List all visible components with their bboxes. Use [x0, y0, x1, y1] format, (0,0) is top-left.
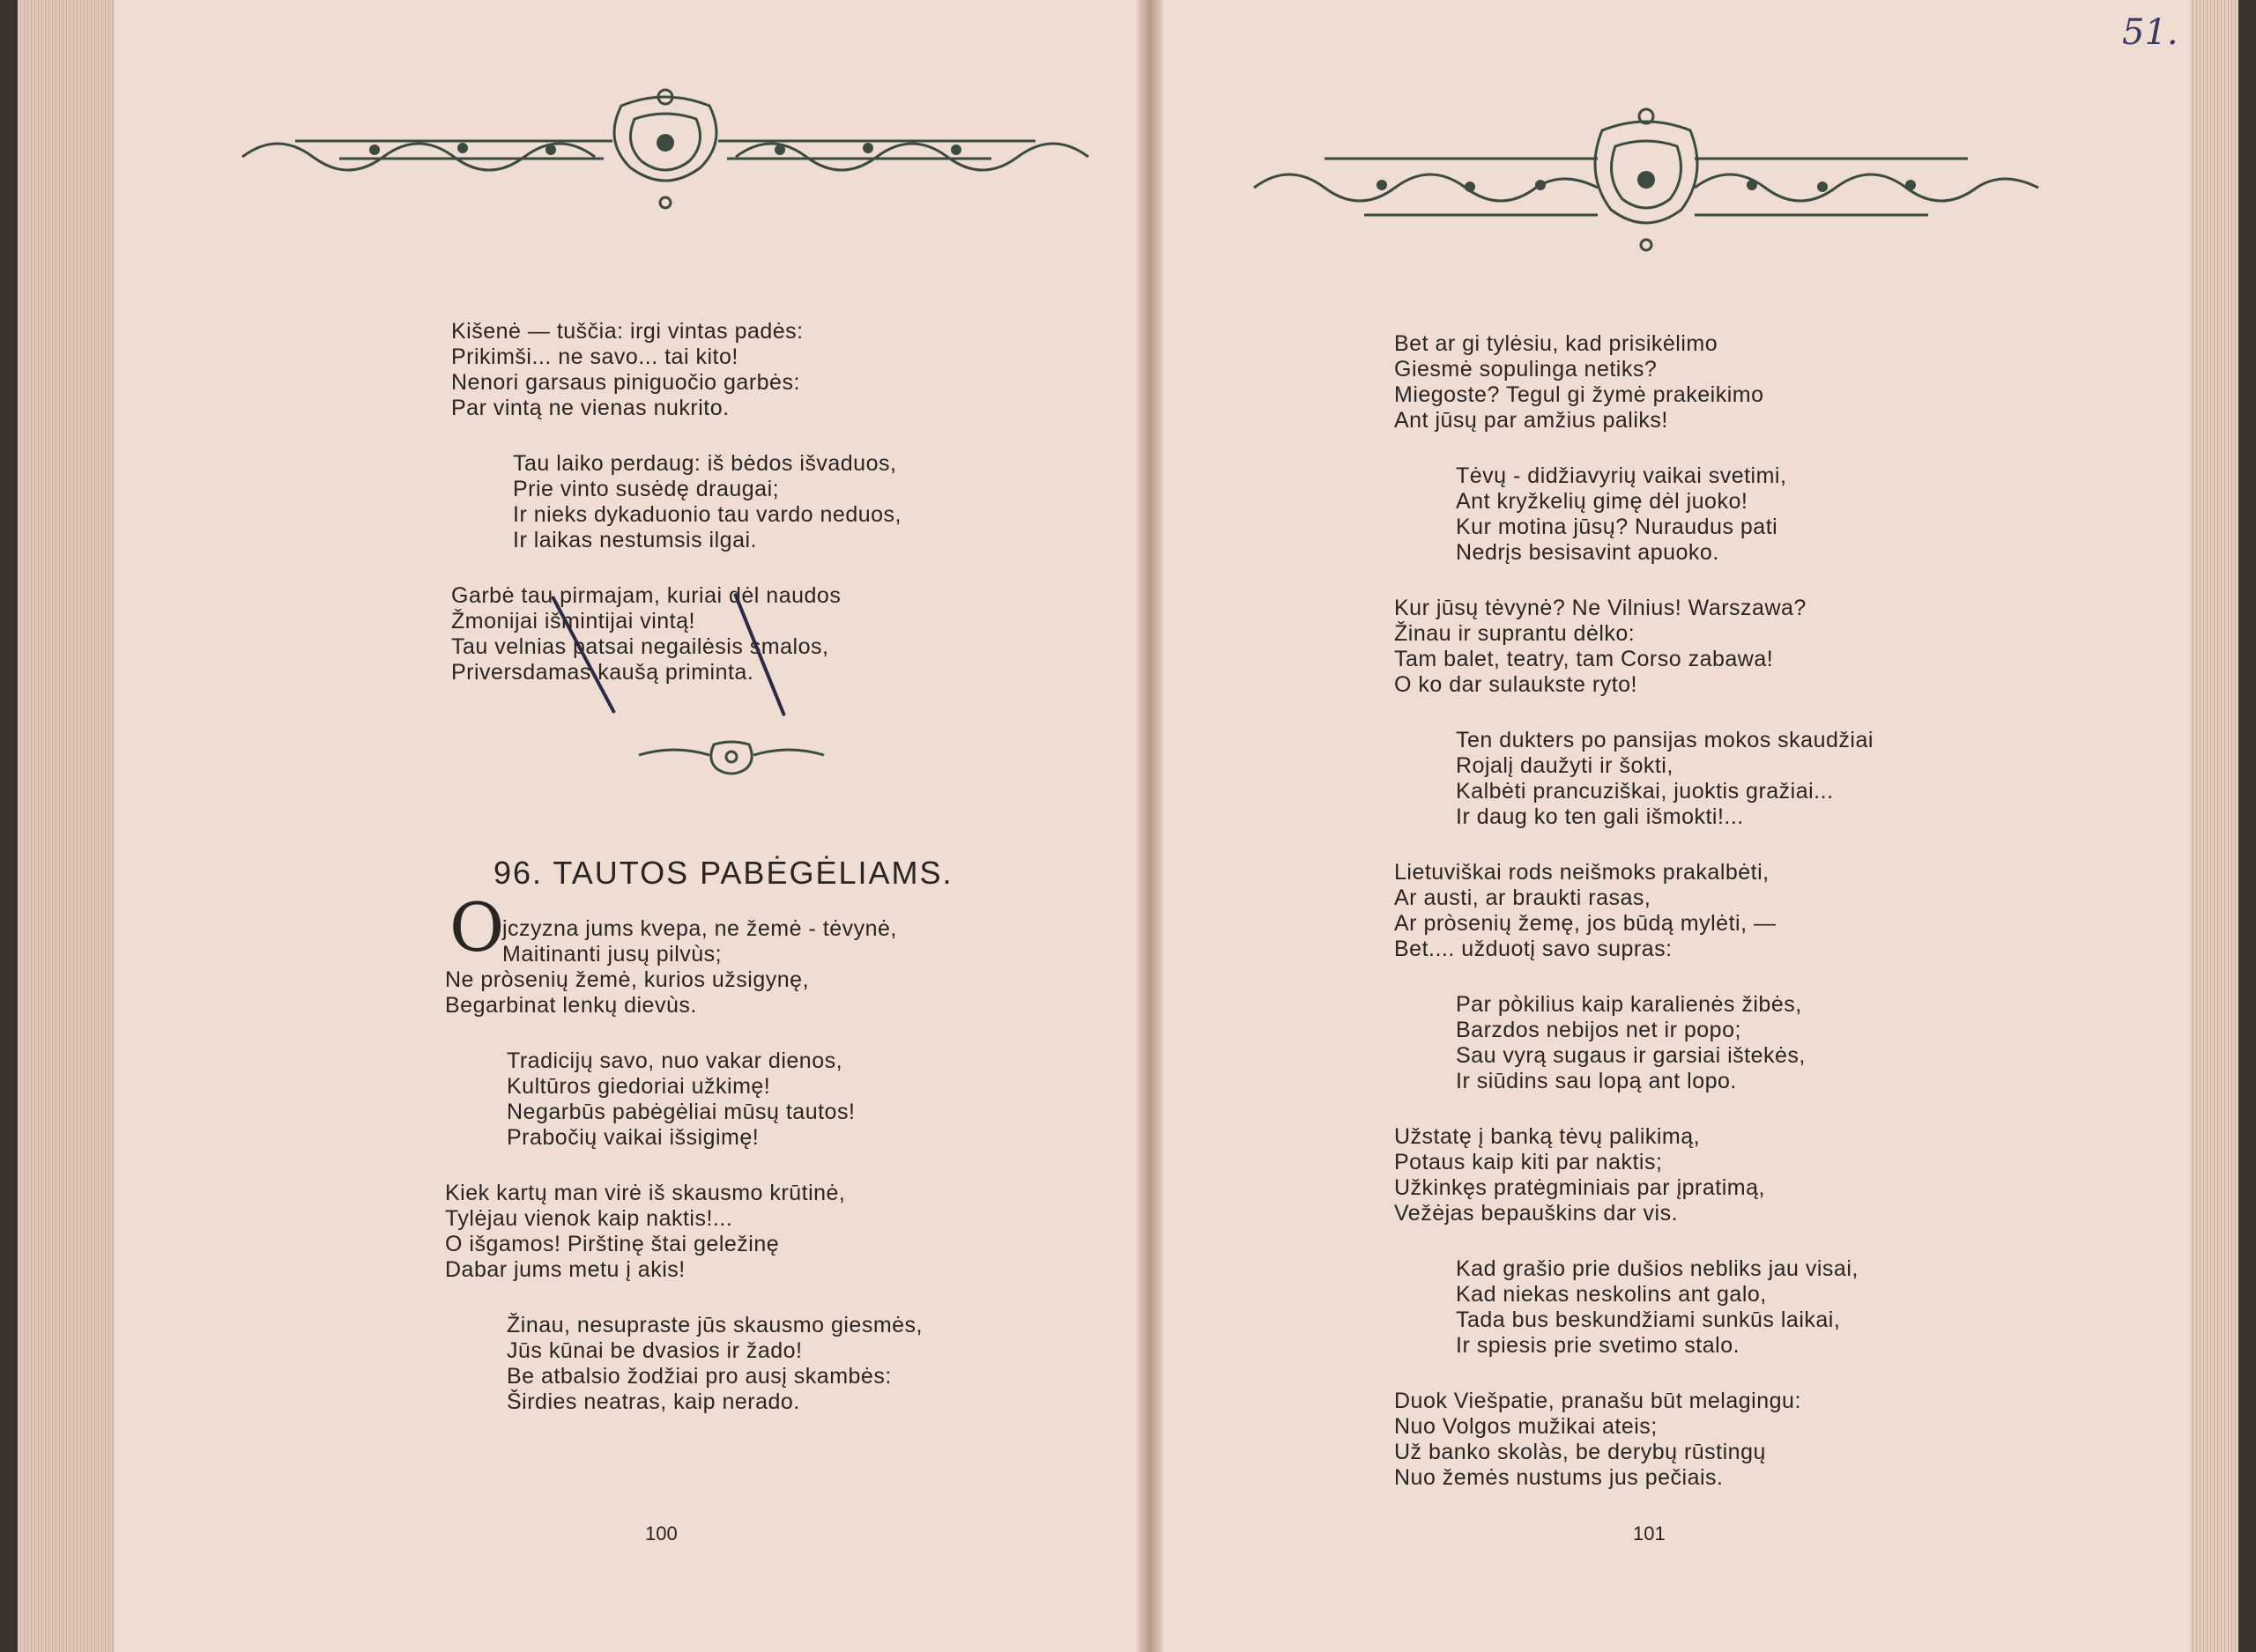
left-page-number: 100 — [645, 1522, 678, 1545]
verse-line: Kur jūsų tėvynė? Ne Vilnius! Warszawa? — [1394, 596, 1807, 620]
verse-line: Kur motina jūsų? Nuraudus pati — [1456, 515, 1778, 539]
verse-line: Priversdamas kaušą priminta. — [451, 660, 754, 685]
stanza — [445, 1313, 923, 1415]
verse-line: Dabar jums metu į akis! — [445, 1257, 686, 1282]
verse-line: Duok Viešpatie, pranašu būt melagingu: — [1394, 1389, 1801, 1413]
verse-line: Lietuviškai rods neišmoks prakalbėti, — [1394, 860, 1770, 885]
verse-line: Bet.... užduotį savo supras: — [1394, 937, 1673, 961]
book-gutter — [1137, 0, 1163, 1652]
verse-line: Ir spiesis prie svetimo stalo. — [1456, 1333, 1740, 1358]
verse-line: Begarbinat lenkų dievùs. — [445, 993, 697, 1018]
verse-line: Kultūros giedoriai užkimę! — [507, 1074, 771, 1099]
verse-line: Be atbalsio žodžiai pro ausį skambės: — [507, 1364, 892, 1389]
verse-line: Tradicijų savo, nuo vakar dienos, — [507, 1048, 843, 1073]
verse-line: Tam balet, teatry, tam Corso zabawa! — [1394, 647, 1774, 671]
stanza — [445, 1181, 923, 1283]
verse-line: Maitinanti jusų pilvùs; — [502, 942, 723, 967]
verse-line: Kiek kartų man virė iš skausmo krūtinė, — [445, 1181, 846, 1205]
verse-line: Tada bus beskundžiami sunkūs laikai, — [1456, 1308, 1841, 1332]
stanza — [1394, 1124, 1874, 1226]
verse-line: Barzdos nebijos net ir popo; — [1456, 1018, 1741, 1042]
verse-line: O ko dar sulaukste ryto! — [1394, 672, 1638, 697]
stanza — [1394, 1389, 1874, 1491]
verse-line: Tėvų - didžiavyrių vaikai svetimi, — [1456, 463, 1787, 488]
verse-line: Ten dukters po pansijas mokos skaudžiai — [1456, 728, 1874, 752]
verse-line: O išgamos! Pirštinę štai geležinę — [445, 1232, 780, 1256]
stanza — [1394, 1256, 1874, 1359]
verse-line: Tau laiko perdaug: iš bėdos išvaduos, — [513, 451, 897, 476]
verse-line: Ir nieks dykaduonio tau vardo neduos, — [513, 502, 902, 527]
verse-line: Ar austi, ar braukti rasas, — [1394, 885, 1651, 910]
left-page-edges — [18, 0, 115, 1652]
right-headpiece-ornament — [1250, 104, 2043, 263]
verse-line: Giesmė sopulinga netiks? — [1394, 357, 1658, 382]
left-poem-continuation — [451, 319, 902, 715]
stanza — [1394, 463, 1874, 566]
verse-line: Tau velnias patsai negailėsis smalos, — [451, 634, 829, 659]
verse-line: Tylėjau vienok kaip naktis!... — [445, 1206, 733, 1231]
verse-line: Kišenė — tuščia: irgi vintas padės: — [451, 319, 804, 344]
verse-line: Žinau, nesupraste jūs skausmo giesmės, — [507, 1313, 923, 1337]
verse-line: Žmonijai išmintijai vintą! — [451, 609, 695, 633]
verse-line: Kalbėti prancuziškai, juoktis gražiai... — [1456, 779, 1834, 804]
verse-line: Potaus kaip kiti par naktis; — [1394, 1150, 1663, 1174]
stanza — [1394, 331, 1874, 433]
verse-line: Širdies neatras, kaip nerado. — [507, 1389, 800, 1414]
poem-title: 96. TAUTOS PABĖGĖLIAMS. — [494, 855, 954, 891]
verse-line: Garbė tau pirmajam, kuriai dėl naudos — [451, 583, 842, 608]
drop-cap: O — [449, 888, 505, 967]
verse-line: Prikimši... ne savo... tai kito! — [451, 344, 738, 369]
verse-line: Miegoste? Tegul gi žymė prakeikimo — [1394, 382, 1764, 407]
stanza — [1394, 992, 1874, 1094]
stanza — [1394, 596, 1874, 698]
right-page-number: 101 — [1633, 1522, 1666, 1545]
verse-line: Ir laikas nestumsis ilgai. — [513, 528, 757, 552]
stanza — [445, 916, 923, 1019]
verse-line: Par pòkilius kaip karalienės žibės, — [1456, 992, 1802, 1017]
verse-line: Vežėjas bepauškins dar vis. — [1394, 1201, 1679, 1226]
verse-line: Ant kryžkelių gimę dėl juoko! — [1456, 489, 1748, 514]
verse-line: Kad grašio prie dušios nebliks jau visai, — [1456, 1256, 1859, 1281]
left-poem-tautos-pabegeliams — [445, 916, 923, 1445]
right-poem — [1394, 331, 1874, 1521]
verse-line: Negarbūs pabėgėliai mūsų tautos! — [507, 1100, 856, 1124]
stanza — [451, 451, 902, 553]
stanza — [445, 1048, 923, 1151]
handwritten-folio-number: 51. — [2122, 12, 2178, 53]
verse-line: Ir siūdins sau lopą ant lopo. — [1456, 1069, 1737, 1093]
verse-line: jczyzna jums kvepa, ne žemė - tėvynė, — [502, 916, 897, 941]
verse-line: Ir daug ko ten gali išmokti!... — [1456, 804, 1744, 829]
right-page-edges — [2190, 0, 2238, 1652]
tailpiece-ornament — [630, 736, 833, 784]
verse-line: Užstatę į banką tėvų palikimą, — [1394, 1124, 1701, 1149]
verse-line: Už banko skolàs, be derybų rūstingų — [1394, 1440, 1766, 1464]
verse-line: Nuo žemės nustums jus pečiais. — [1394, 1465, 1724, 1490]
verse-line: Par vintą ne vienas nukrito. — [451, 396, 730, 420]
left-headpiece-ornament — [234, 88, 1097, 211]
verse-line: Nedrįs besisavint apuoko. — [1456, 540, 1719, 565]
verse-line: Sau vyrą sugaus ir garsiai ištekės, — [1456, 1043, 1806, 1068]
verse-line: Ne pròsenių žemė, kurios užsigynę, — [445, 967, 810, 992]
verse-line: Nuo Volgos mužikai ateis; — [1394, 1414, 1658, 1439]
verse-line: Bet ar gi tylėsiu, kad prisikėlimo — [1394, 331, 1718, 356]
verse-line: Prabočių vaikai išsigimę! — [507, 1125, 760, 1150]
verse-line: Nenori garsaus piniguočio garbės: — [451, 370, 800, 395]
verse-line: Ar pròsenių žemę, jos būdą mylėti, — — [1394, 911, 1777, 936]
stanza — [1394, 860, 1874, 962]
verse-line: Kad niekas neskolins ant galo, — [1456, 1282, 1767, 1307]
verse-line: Jūs kūnai be dvasios ir žado! — [507, 1338, 803, 1363]
verse-line: Rojalį daužyti ir šokti, — [1456, 753, 1673, 778]
stanza — [451, 319, 902, 421]
verse-line: Žinau ir suprantu dėlko: — [1394, 621, 1636, 646]
stanza — [1394, 728, 1874, 830]
verse-line: Prie vinto susėdę draugai; — [513, 477, 780, 501]
verse-line: Ant jūsų par amžius paliks! — [1394, 408, 1668, 433]
verse-line: Užkinkęs pratėgminiais par įpratimą, — [1394, 1175, 1765, 1200]
stanza — [451, 583, 902, 685]
